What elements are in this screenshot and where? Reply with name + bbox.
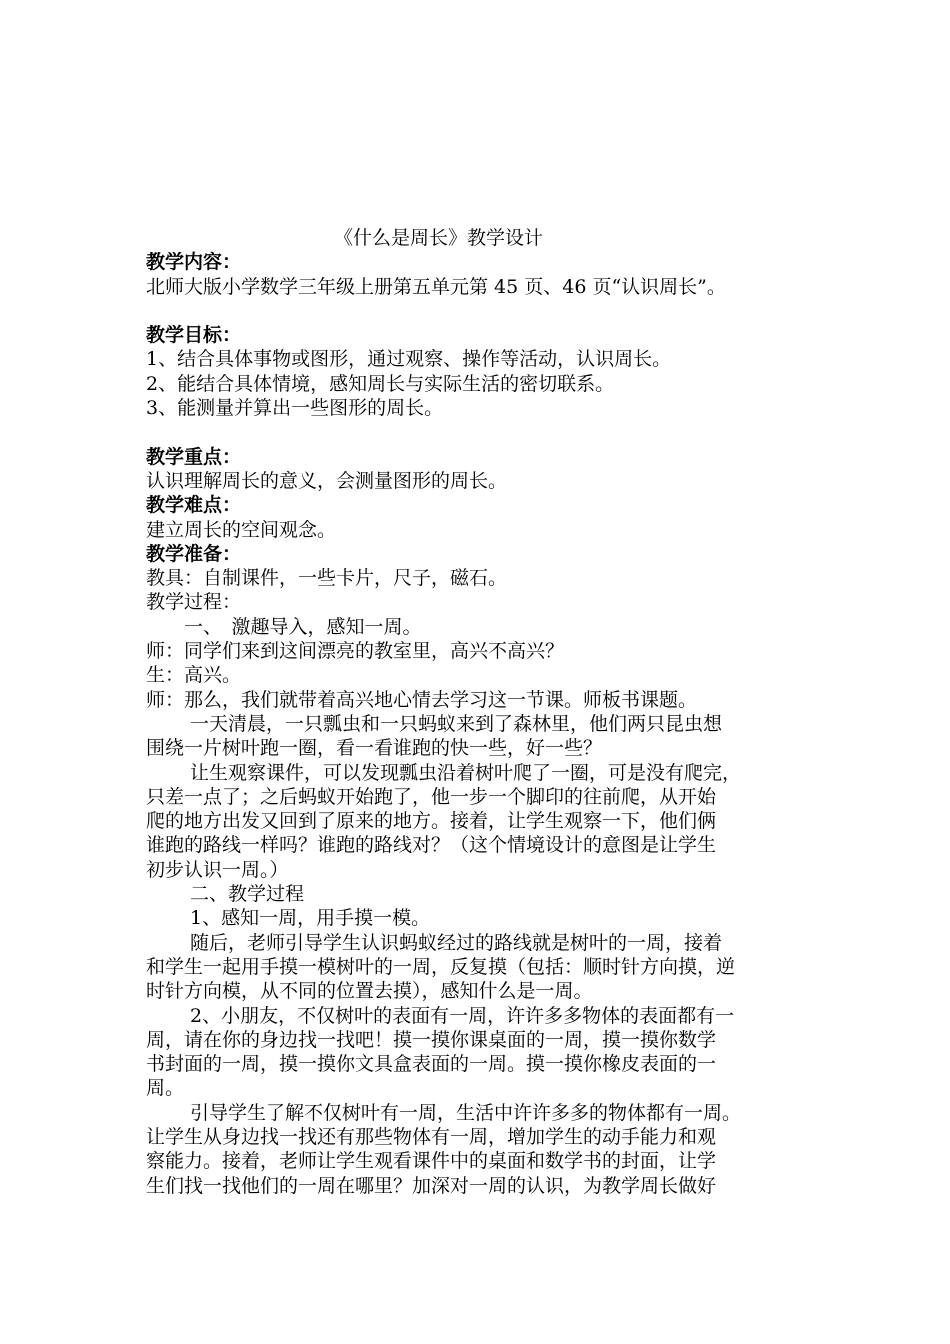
section-heading: 二、教学过程 (190, 883, 305, 906)
paragraph-line: 引导学生了解不仅树叶有一周，生活中许许多多的物体都有一周。 (190, 1101, 742, 1124)
paragraph-line: 随后，老师引导学生认识蚂蚁经过的路线就是树叶的一周，接着 (190, 931, 723, 954)
subsection-heading: 1、感知一周，用手摸一模。 (190, 907, 431, 930)
dialogue-line: 师：同学们来到这间漂亮的教室里，高兴不高兴？ (146, 640, 565, 663)
paragraph-line: 一天清晨，一只瓢虫和一只蚂蚁来到了森林里，他们两只昆虫想 (190, 712, 723, 735)
process-label: 教学过程： (146, 591, 242, 614)
paragraph-line: 书封面的一周，摸一摸你文具盒表面的一周。摸一摸你橡皮表面的一 (146, 1053, 717, 1076)
paragraph-line: 和学生一起用手摸一模树叶的一周，反复摸（包括：顺时针方向摸，逆 (146, 955, 736, 978)
key-heading: 教学重点： (146, 445, 242, 468)
section-heading: 一、 激趣导入，感知一周。 (184, 615, 422, 638)
goal-item: 2、能结合具体情境，感知周长与实际生活的密切联系。 (146, 372, 615, 395)
paragraph-line: 让生观察课件，可以发现瓢虫沿着树叶爬了一圈，可是没有爬完， (190, 761, 742, 784)
document-title: 《什么是周长》教学设计 (334, 227, 544, 249)
key-text: 认识理解周长的意义，会测量图形的周长。 (146, 469, 508, 492)
difficulty-heading: 教学难点： (146, 494, 242, 517)
paragraph-line: 围绕一片树叶跑一圈，看一看谁跑的快一些，好一些？ (146, 737, 603, 760)
goal-item: 3、能测量并算出一些图形的周长。 (146, 397, 444, 420)
paragraph-line: 周。 (146, 1077, 185, 1100)
paragraph-line: 谁跑的路线一样吗？谁跑的路线对？（这个情境设计的意图是让学生 (146, 834, 717, 857)
paragraph-line: 让学生从身边找一找还有那些物体有一周，增加学生的动手能力和观 (146, 1125, 717, 1148)
document-body (146, 226, 818, 1198)
paragraph-line: 只差一点了；之后蚂蚁开始跑了，他一步一个脚印的往前爬，从开始 (146, 785, 717, 808)
paragraph-line: 周，请在你的身边找一找吧！摸一摸你课桌面的一周，摸一摸你数学 (146, 1028, 717, 1051)
prep-heading: 教学准备： (146, 542, 242, 565)
paragraph-line: 爬的地方出发又回到了原来的地方。接着，让学生观察一下，他们俩 (146, 810, 717, 833)
content-text: 北师大版小学数学三年级上册第五单元第 45 页、46 页“认识周长”。 (146, 275, 726, 298)
spacer (146, 299, 818, 323)
content-heading: 教学内容： (146, 251, 242, 274)
paragraph-line: 初步认识一周。） (146, 858, 289, 881)
prep-text: 教具：自制课件，一些卡片，尺子，磁石。 (146, 567, 508, 590)
paragraph-line: 2、小朋友，不仅树叶的表面有一周，许许多多物体的表面都有一 (190, 1004, 735, 1027)
paragraph-line: 生们找一找他们的一周在哪里？加深对一周的认识，为教学周长做好 (146, 1174, 717, 1197)
dialogue-line: 生：高兴。 (146, 664, 242, 687)
spacer (146, 420, 818, 444)
difficulty-text: 建立周长的空间观念。 (146, 518, 337, 541)
dialogue-line: 师：那么，我们就带着高兴地心情去学习这一节课。师板书课题。 (146, 688, 698, 711)
paragraph-line: 察能力。接着，老师让学生观看课件中的桌面和数学书的封面，让学 (146, 1150, 717, 1173)
goals-heading: 教学目标： (146, 324, 242, 347)
goal-item: 1、结合具体事物或图形，通过观察、操作等活动，认识周长。 (146, 348, 672, 371)
paragraph-line: 时针方向模，从不同的位置去摸），感知什么是一周。 (146, 980, 593, 1003)
